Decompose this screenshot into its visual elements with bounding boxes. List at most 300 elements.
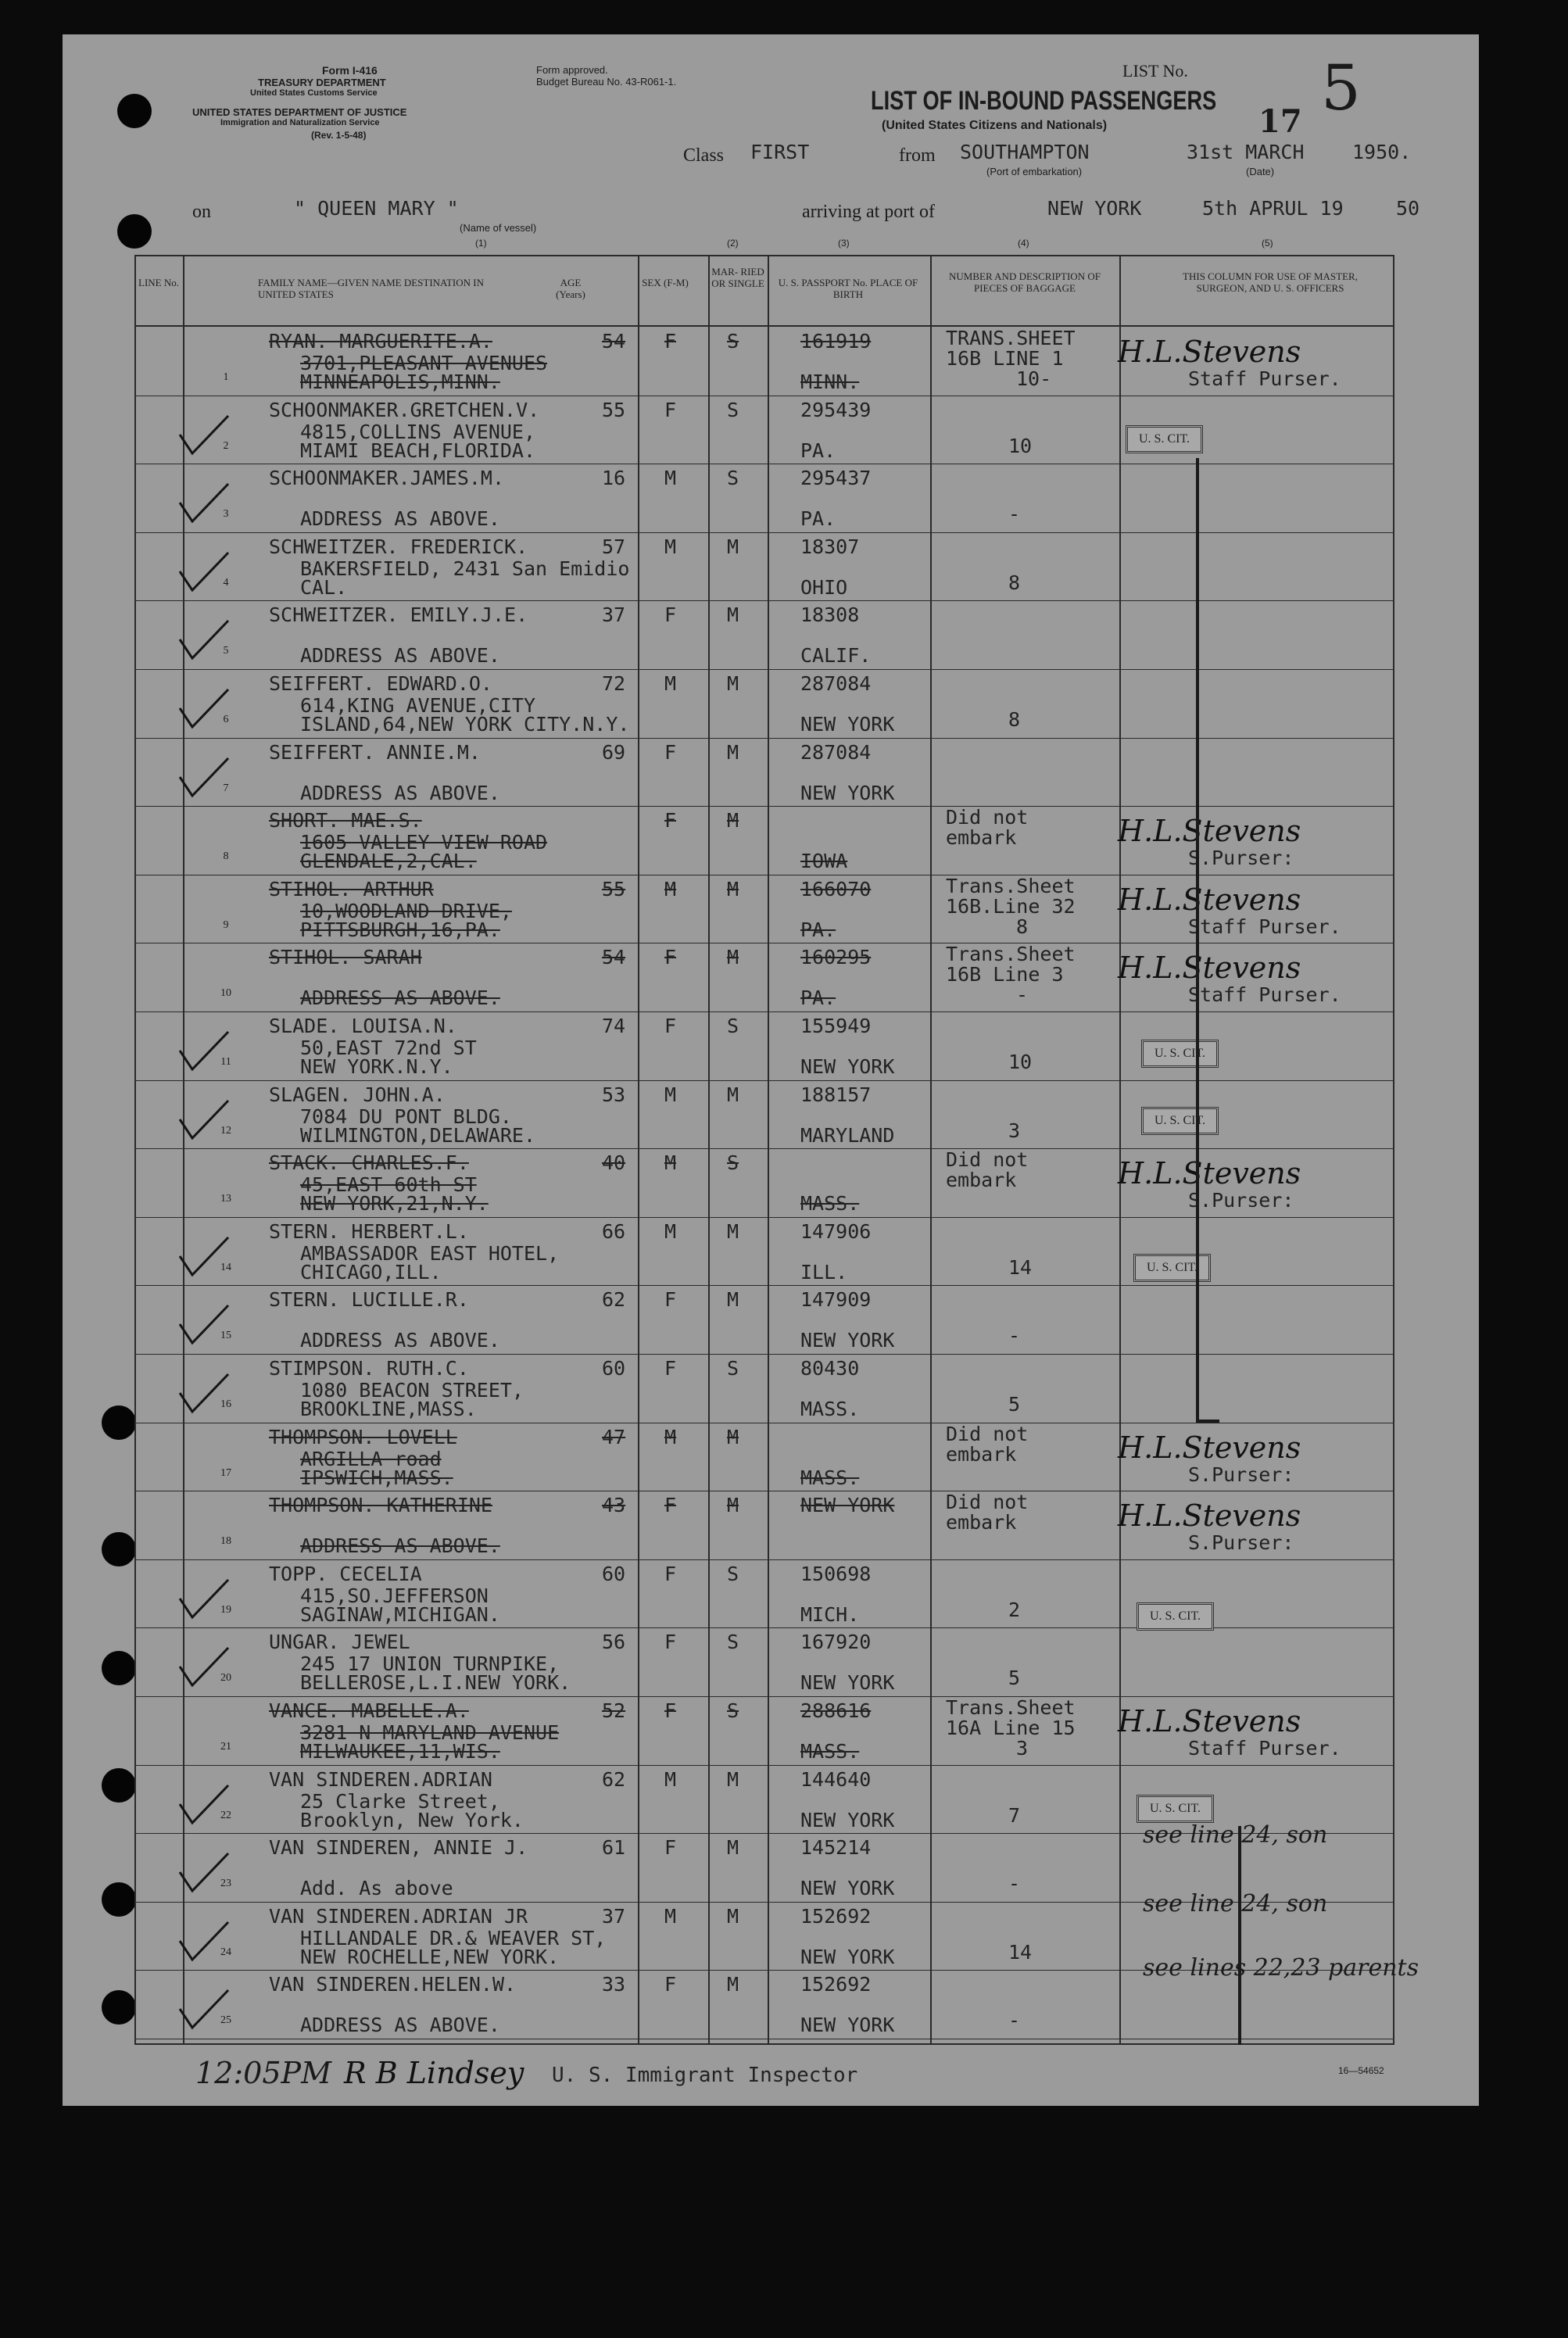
passport-number: 287084 xyxy=(800,740,872,764)
passenger-name: VAN SINDEREN, ANNIE J. xyxy=(269,1836,528,1860)
passenger-name: VANCE. MABELLE.A. xyxy=(269,1699,469,1722)
header-age: AGE (Years) xyxy=(556,277,585,300)
officer-note: S.Purser: xyxy=(1188,1463,1294,1486)
note-see-line-24: see line 24, son xyxy=(1143,1821,1328,1849)
officer-note: S.Purser: xyxy=(1188,1189,1294,1212)
baggage-line-2: - xyxy=(1008,503,1021,526)
date-value: 31st MARCH xyxy=(1187,141,1305,163)
baggage-line-1: Trans.Sheet xyxy=(946,943,1076,966)
passenger-sex: F xyxy=(664,1015,677,1037)
birth-place: PA. xyxy=(800,507,836,531)
address-line-1: 10,WOODLAND DRIVE, xyxy=(300,899,512,922)
class-label: Class xyxy=(683,145,725,166)
row-divider xyxy=(134,1217,1394,1218)
passenger-sex: M xyxy=(664,1425,677,1448)
line-number: 22 xyxy=(220,1809,231,1821)
us-cit-stamp: U. S. CIT. xyxy=(1133,1254,1211,1282)
dept-treasury: TREASURY DEPARTMENT xyxy=(258,77,386,88)
baggage-line-1: Did not xyxy=(946,1422,1029,1445)
baggage-line-2: 7 xyxy=(1008,1803,1021,1827)
binder-hole xyxy=(102,1651,136,1685)
address-line-2: BROOKLINE,MASS. xyxy=(300,1398,477,1420)
address-line-2: BELLEROSE,L.I.NEW YORK. xyxy=(300,1671,571,1695)
passenger-sex: F xyxy=(664,946,677,969)
officer-note: Staff Purser. xyxy=(1188,1737,1341,1760)
passenger-marital: S xyxy=(727,1562,739,1585)
passenger-sex: F xyxy=(664,1699,677,1722)
header-sex: SEX (F-M) xyxy=(642,277,689,288)
address-line-1: 1605 VALLEY VIEW ROAD xyxy=(300,831,548,854)
passenger-age: 74 xyxy=(602,1015,626,1037)
address-line-1: BAKERSFIELD, 2431 San Emidio xyxy=(300,557,630,580)
header-baggage: NUMBER AND DESCRIPTION OF PIECES OF BAGGAGE xyxy=(949,270,1101,294)
birth-place: MASS. xyxy=(800,1466,860,1489)
baggage-line-2: embark xyxy=(946,826,1017,850)
address-line-2: PITTSBURGH,16,PA. xyxy=(300,918,500,941)
arrival-year: 50 xyxy=(1396,197,1420,220)
vessel-name: " QUEEN MARY " xyxy=(294,197,459,220)
line-number: 5 xyxy=(223,645,229,657)
address-line-2: ADDRESS AS ABOVE. xyxy=(300,507,500,531)
check-mark-icon xyxy=(177,685,231,732)
birth-place: MICH. xyxy=(800,1602,860,1626)
passport-number: 155949 xyxy=(800,1015,872,1037)
port-embark-caption: (Port of embarkation) xyxy=(986,166,1083,177)
col-num-3: (3) xyxy=(838,238,850,249)
check-mark-icon xyxy=(177,548,231,595)
bracket-line xyxy=(1196,458,1199,1420)
birth-place: CALIF. xyxy=(800,644,872,668)
passenger-sex: M xyxy=(664,1904,677,1928)
passenger-name: VAN SINDEREN.HELEN.W. xyxy=(269,1973,517,1996)
line-number: 4 xyxy=(223,576,229,589)
passenger-marital: S xyxy=(727,330,739,353)
row-divider xyxy=(134,532,1394,533)
passenger-name: SEIFFERT. ANNIE.M. xyxy=(269,740,481,764)
row-divider xyxy=(134,738,1394,739)
birth-place: NEW YORK xyxy=(800,1329,895,1352)
inspector-signature: R B Lindsey xyxy=(344,2056,524,2090)
baggage-line-2: 16A Line 15 xyxy=(946,1717,1076,1739)
passenger-sex: F xyxy=(664,398,677,421)
passport-number: 18307 xyxy=(800,535,860,558)
passenger-marital: S xyxy=(727,398,739,421)
col-num-2: (2) xyxy=(727,238,739,249)
purser-signature: H.L.Stevens xyxy=(1118,882,1301,917)
check-mark-icon xyxy=(177,754,231,800)
on-label: on xyxy=(192,202,211,222)
passenger-name: SCHOONMAKER.JAMES.M. xyxy=(269,467,505,490)
baggage-line-2: - xyxy=(1008,1324,1021,1348)
address-line-2: Add. As above xyxy=(300,1877,453,1900)
baggage-line-1: Trans.Sheet xyxy=(946,1696,1076,1719)
passenger-sex: F xyxy=(664,1288,677,1312)
col-divider xyxy=(1119,255,1121,2045)
passenger-marital: M xyxy=(727,1425,739,1448)
baggage-line-3: 10- xyxy=(1016,367,1052,390)
form-number: Form I-416 xyxy=(322,64,378,77)
passport-number: 145214 xyxy=(800,1836,872,1860)
col-num-5: (5) xyxy=(1262,238,1273,249)
purser-signature: H.L.Stevens xyxy=(1118,814,1301,849)
passenger-marital: M xyxy=(727,946,739,969)
from-value: SOUTHAMPTON xyxy=(960,141,1090,163)
purser-signature: H.L.Stevens xyxy=(1118,1430,1301,1465)
passport-number: 161919 xyxy=(800,330,872,353)
passenger-name: STIHOL. ARTHUR xyxy=(269,877,434,900)
footer-inspector: U. S. Immigrant Inspector xyxy=(552,2064,858,2087)
address-line-1: 1080 BEACON STREET, xyxy=(300,1379,524,1402)
baggage-line-2: embark xyxy=(946,1442,1017,1466)
us-cit-stamp: U. S. CIT. xyxy=(1141,1107,1219,1135)
officer-note: Staff Purser. xyxy=(1188,983,1341,1007)
address-line-1: 245 17 UNION TURNPIKE, xyxy=(300,1652,560,1676)
address-line-1: 50,EAST 72nd ST xyxy=(300,1037,477,1059)
passenger-marital: M xyxy=(727,740,739,764)
line-number: 15 xyxy=(220,1330,231,1342)
line-number: 10 xyxy=(220,987,231,1000)
baggage-line-2: 3 xyxy=(1008,1119,1021,1142)
class-value: FIRST xyxy=(750,141,810,163)
passport-number: 287084 xyxy=(800,672,872,695)
line-number: 21 xyxy=(220,1741,231,1753)
col-num-4: (4) xyxy=(1018,238,1029,249)
line-number: 17 xyxy=(220,1466,231,1479)
passenger-name: SCHOONMAKER.GRETCHEN.V. xyxy=(269,398,540,421)
passenger-name: STACK. CHARLES.F. xyxy=(269,1151,469,1175)
check-mark-icon xyxy=(177,1985,231,2032)
birth-place: PA. xyxy=(800,439,836,462)
passenger-sex: F xyxy=(664,1562,677,1585)
passenger-marital: M xyxy=(727,672,739,695)
year-value: 1950. xyxy=(1352,141,1412,163)
passenger-name: STIHOL. SARAH xyxy=(269,946,422,969)
passenger-sex: M xyxy=(664,1083,677,1106)
passenger-marital: S xyxy=(727,1151,739,1175)
baggage-line-2: - xyxy=(1008,1872,1021,1896)
line-number: 13 xyxy=(220,1193,231,1205)
passenger-name: VAN SINDEREN.ADRIAN JR xyxy=(269,1904,528,1928)
passport-number: 160295 xyxy=(800,946,872,969)
passenger-marital: M xyxy=(727,877,739,900)
baggage-line-2: 5 xyxy=(1008,1393,1021,1416)
passenger-marital: M xyxy=(727,809,739,832)
birth-place: IOWA xyxy=(800,850,848,873)
officer-note: Staff Purser. xyxy=(1188,367,1341,390)
passenger-marital: M xyxy=(727,535,739,558)
birth-place: PA. xyxy=(800,986,836,1010)
birth-place: MASS. xyxy=(800,1192,860,1216)
passport-number: 80430 xyxy=(800,1357,860,1380)
purser-signature: H.L.Stevens xyxy=(1118,1704,1301,1738)
check-mark-icon xyxy=(177,479,231,526)
passenger-name: STIMPSON. RUTH.C. xyxy=(269,1357,469,1380)
passenger-age: 69 xyxy=(602,740,626,764)
passenger-marital: M xyxy=(727,1288,739,1312)
line-number: 16 xyxy=(220,1398,231,1410)
list-no-value: 5 xyxy=(1321,52,1361,124)
note-see-lines-parents: see lines 22,23 parents xyxy=(1143,1954,1419,1982)
baggage-line-2: 14 xyxy=(1008,1255,1033,1279)
passenger-age: 52 xyxy=(602,1699,626,1722)
passenger-marital: S xyxy=(727,1631,739,1654)
passenger-sex: F xyxy=(664,1631,677,1654)
row-divider xyxy=(134,600,1394,601)
passenger-age: 43 xyxy=(602,1494,626,1517)
footer-time: 12:05PM xyxy=(195,2056,331,2090)
address-line-1: 3281 N MARYLAND AVENUE xyxy=(300,1721,560,1744)
address-line-1: 25 Clarke Street, xyxy=(300,1789,500,1813)
passenger-age: 54 xyxy=(602,946,626,969)
header-line: LINE No. xyxy=(138,277,179,288)
address-line-2: CAL. xyxy=(300,575,348,599)
line-number: 12 xyxy=(220,1124,231,1137)
passenger-sex: F xyxy=(664,740,677,764)
line-number: 7 xyxy=(223,782,229,794)
passenger-age: 62 xyxy=(602,1767,626,1791)
purser-signature: H.L.Stevens xyxy=(1118,1498,1301,1534)
passenger-name: TOPP. CECELIA xyxy=(269,1562,422,1585)
passenger-sex: M xyxy=(664,1219,677,1243)
line-number: 8 xyxy=(223,850,229,863)
line-number: 25 xyxy=(220,2014,231,2027)
address-line-1: 45,EAST 60th ST xyxy=(300,1173,477,1197)
address-line-2: ADDRESS AS ABOVE. xyxy=(300,644,500,668)
passenger-age: 72 xyxy=(602,672,626,695)
address-line-2: Brooklyn, New York. xyxy=(300,1808,524,1831)
passport-number: 166070 xyxy=(800,877,872,900)
baggage-line-2: 16B Line 3 xyxy=(946,963,1064,986)
passenger-sex: M xyxy=(664,467,677,490)
passenger-name: SEIFFERT. EDWARD.O. xyxy=(269,672,492,695)
passenger-sex: F xyxy=(664,809,677,832)
passenger-age: 56 xyxy=(602,1631,626,1654)
address-line-2: GLENDALE,2,CAL. xyxy=(300,850,477,873)
address-line-1: 3701,PLEASANT AVENUES xyxy=(300,352,548,374)
birth-place: NEW YORK xyxy=(800,1055,895,1078)
birth-place: NEW YORK xyxy=(800,1877,895,1900)
address-line-1: 415,SO.JEFFERSON xyxy=(300,1584,489,1607)
us-cit-stamp: U. S. CIT. xyxy=(1141,1040,1219,1068)
vessel-caption: (Name of vessel) xyxy=(460,222,537,234)
baggage-line-1: Did not xyxy=(946,1491,1029,1514)
passenger-age: 47 xyxy=(602,1425,626,1448)
baggage-line-3: - xyxy=(1016,983,1029,1007)
birth-place: MINN. xyxy=(800,371,860,393)
line-number: 20 xyxy=(220,1672,231,1685)
row-divider xyxy=(134,1696,1394,1697)
bracket-line xyxy=(1238,1826,1241,2045)
purser-signature: H.L.Stevens xyxy=(1118,951,1301,986)
address-line-2: NEW YORK,21,N.Y. xyxy=(300,1192,489,1216)
row-divider xyxy=(134,1559,1394,1560)
dept-ins: Immigration and Naturalization Service xyxy=(220,118,380,127)
passport-number: 18308 xyxy=(800,603,860,627)
check-mark-icon xyxy=(177,616,231,663)
passenger-marital: M xyxy=(727,1973,739,1996)
check-mark-icon xyxy=(177,1849,231,1896)
passport-number: 288616 xyxy=(800,1699,872,1722)
baggage-line-2: 16B LINE 1 xyxy=(946,347,1064,370)
header-married: MAR- RIED OR SINGLE xyxy=(711,266,764,289)
passenger-name: STERN. HERBERT.L. xyxy=(269,1219,469,1243)
list-title: LIST OF IN-BOUND PASSENGERS xyxy=(871,86,1217,116)
check-mark-icon xyxy=(177,1917,231,1964)
line-number: 24 xyxy=(220,1946,231,1958)
passenger-marital: S xyxy=(727,1015,739,1037)
officer-note: S.Purser: xyxy=(1188,1531,1294,1555)
address-line-2: SAGINAW,MICHIGAN. xyxy=(300,1602,500,1626)
row-divider xyxy=(134,806,1394,807)
footer-code: 16—54652 xyxy=(1338,2065,1384,2076)
passenger-age: 60 xyxy=(602,1562,626,1585)
baggage-line-1: TRANS.SHEET xyxy=(946,327,1076,349)
check-mark-icon xyxy=(177,1781,231,1828)
birth-place: NEW YORK xyxy=(800,1945,895,1968)
check-mark-icon xyxy=(177,1301,231,1348)
row-divider xyxy=(134,1354,1394,1355)
check-mark-icon xyxy=(177,1096,231,1143)
passenger-sex: M xyxy=(664,1151,677,1175)
address-line-2: ADDRESS AS ABOVE. xyxy=(300,1329,500,1352)
passenger-marital: M xyxy=(727,603,739,627)
arriving-label: arriving at port of xyxy=(802,202,935,222)
binder-hole xyxy=(102,1768,136,1803)
baggage-line-2: embark xyxy=(946,1511,1017,1534)
binder-hole xyxy=(117,94,152,128)
check-mark-icon xyxy=(177,411,231,458)
passenger-age: 33 xyxy=(602,1973,626,1996)
address-line-2: NEW YORK.N.Y. xyxy=(300,1055,453,1078)
passenger-marital: M xyxy=(727,1494,739,1517)
passenger-age: 66 xyxy=(602,1219,626,1243)
passenger-age: 60 xyxy=(602,1357,626,1380)
baggage-line-3: 3 xyxy=(1016,1737,1029,1760)
address-line-2: ADDRESS AS ABOVE. xyxy=(300,1534,500,1558)
passenger-sex: F xyxy=(664,1973,677,1996)
address-line-2: ADDRESS AS ABOVE. xyxy=(300,781,500,804)
passenger-age: 54 xyxy=(602,330,626,353)
passenger-age: 62 xyxy=(602,1288,626,1312)
col-divider xyxy=(930,255,932,2045)
check-mark-icon xyxy=(177,1643,231,1690)
passenger-name: SCHWEITZER. FREDERICK. xyxy=(269,535,528,558)
passenger-marital: M xyxy=(727,1836,739,1860)
passenger-sex: M xyxy=(664,1767,677,1791)
binder-hole xyxy=(102,1882,136,1917)
passenger-age: 37 xyxy=(602,1904,626,1928)
address-line-2: WILMINGTON,DELAWARE. xyxy=(300,1123,536,1147)
baggage-line-2: 10 xyxy=(1008,434,1033,457)
row-divider xyxy=(134,1148,1394,1149)
dept-customs: United States Customs Service xyxy=(250,88,378,98)
baggage-line-2: - xyxy=(1008,2009,1021,2032)
passenger-sex: F xyxy=(664,1357,677,1380)
birth-place: OHIO xyxy=(800,575,848,599)
us-cit-stamp: U. S. CIT. xyxy=(1126,425,1203,453)
row-divider xyxy=(134,1011,1394,1012)
birth-place: ILL. xyxy=(800,1260,848,1284)
passenger-name: THOMPSON. KATHERINE xyxy=(269,1494,492,1517)
baggage-line-1: Did not xyxy=(946,806,1029,829)
baggage-line-1: Trans.Sheet xyxy=(946,874,1076,897)
date-caption: (Date) xyxy=(1246,166,1275,177)
row-divider xyxy=(134,669,1394,670)
passport-number: 167920 xyxy=(800,1631,872,1654)
passenger-age: 40 xyxy=(602,1151,626,1175)
baggage-line-2: 8 xyxy=(1008,571,1021,594)
passenger-name: STERN. LUCILLE.R. xyxy=(269,1288,469,1312)
passenger-age: 57 xyxy=(602,535,626,558)
form-revision: (Rev. 1-5-48) xyxy=(311,130,367,141)
binder-hole xyxy=(102,1532,136,1566)
officer-note: S.Purser: xyxy=(1188,847,1294,870)
check-mark-icon xyxy=(177,1575,231,1622)
passenger-marital: M xyxy=(727,1219,739,1243)
passenger-sex: F xyxy=(664,1494,677,1517)
col-num-1: (1) xyxy=(475,238,487,249)
birth-place: NEW YORK xyxy=(800,713,895,736)
passport-number: 147909 xyxy=(800,1288,872,1312)
line-number: 2 xyxy=(223,439,229,452)
passenger-sex: F xyxy=(664,1836,677,1860)
row-divider xyxy=(134,1765,1394,1766)
passenger-marital: M xyxy=(727,1767,739,1791)
passenger-sex: F xyxy=(664,603,677,627)
passenger-name: RYAN. MARGUERITE.A. xyxy=(269,330,492,353)
col-divider xyxy=(768,255,769,2045)
passport-number: 295439 xyxy=(800,398,872,421)
passenger-name: UNGAR. JEWEL xyxy=(269,1631,410,1654)
address-line-1: 4815,COLLINS AVENUE, xyxy=(300,420,536,443)
baggage-line-2: 14 xyxy=(1008,1940,1033,1964)
address-line-2: CHICAGO,ILL. xyxy=(300,1260,442,1284)
from-label: from xyxy=(899,145,936,166)
baggage-line-2: 2 xyxy=(1008,1598,1021,1621)
baggage-line-2: 10 xyxy=(1008,1051,1033,1073)
passport-number: NEW YORK xyxy=(800,1494,895,1517)
list-sub-number: 17 xyxy=(1258,103,1302,140)
baggage-line-2: 5 xyxy=(1008,1667,1021,1690)
baggage-line-3: 8 xyxy=(1016,915,1029,938)
baggage-line-1: Did not xyxy=(946,1148,1029,1172)
row-divider xyxy=(134,1285,1394,1286)
line-number: 23 xyxy=(220,1878,231,1890)
us-cit-stamp: U. S. CIT. xyxy=(1137,1795,1214,1823)
passenger-name: SLAGEN. JOHN.A. xyxy=(269,1083,446,1106)
passenger-sex: M xyxy=(664,672,677,695)
row-divider xyxy=(134,1080,1394,1081)
arrival-date: 5th APRUL 19 xyxy=(1202,197,1344,220)
passenger-marital: S xyxy=(727,1357,739,1380)
baggage-line-2: 16B.Line 32 xyxy=(946,894,1076,918)
address-line-1: HILLANDALE DR.& WEAVER ST, xyxy=(300,1926,607,1950)
us-cit-stamp: U. S. CIT. xyxy=(1137,1602,1214,1631)
passenger-age: 55 xyxy=(602,877,626,900)
passenger-sex: M xyxy=(664,535,677,558)
passenger-name: SHORT. MAE.S. xyxy=(269,809,422,832)
bracket-line xyxy=(1196,1420,1219,1423)
birth-place: MASS. xyxy=(800,1740,860,1763)
line-number: 18 xyxy=(220,1535,231,1548)
passenger-name: THOMPSON. LOVELL xyxy=(269,1425,457,1448)
col-divider xyxy=(708,255,710,2045)
passenger-age: 55 xyxy=(602,398,626,421)
arrival-port: NEW YORK xyxy=(1047,197,1142,220)
address-line-1: ARGILLA road xyxy=(300,1447,442,1470)
address-line-2: NEW ROCHELLE,NEW YORK. xyxy=(300,1945,560,1968)
check-mark-icon xyxy=(177,1027,231,1074)
